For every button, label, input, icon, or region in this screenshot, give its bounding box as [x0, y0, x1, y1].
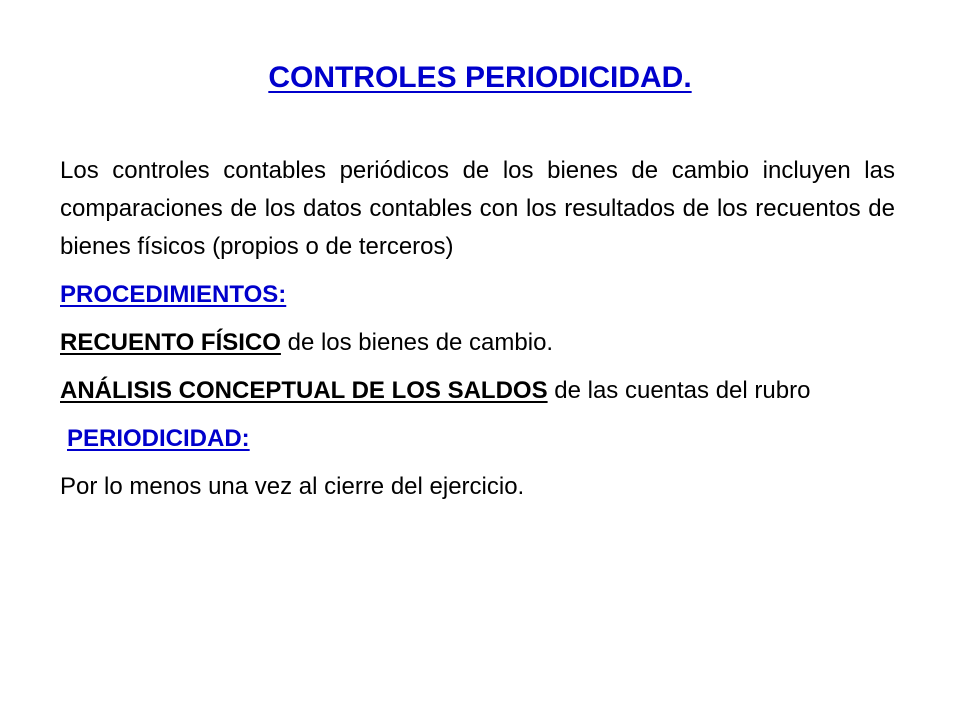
- periodicidad-heading-line: [60, 420, 895, 458]
- procedure-item-lead: RECUENTO FÍSICO: [60, 329, 281, 356]
- procedure-item-lead: ANÁLISIS CONCEPTUAL DE LOS SALDOS: [60, 377, 548, 404]
- procedimientos-heading-line: [60, 276, 895, 314]
- periodicidad-text: Por lo menos una vez al cierre del ejercicio.: [60, 473, 525, 500]
- slide-body: [60, 152, 895, 506]
- slide-title-text: CONTROLES PERIODICIDAD.: [268, 61, 692, 94]
- intro-paragraph: Los controles contables periódicos de los bienes de cambio incluyen las comparaciones de los datos contables con los resultados de los recuentos de bienes físicos (propios o de terceros): [60, 157, 895, 260]
- procedure-item-text: de las cuentas del rubro: [547, 377, 811, 404]
- procedure-item-analisis: [60, 372, 895, 410]
- periodicidad-heading: PERIODICIDAD:: [67, 425, 250, 452]
- procedimientos-heading: PROCEDIMIENTOS:: [60, 281, 287, 308]
- procedure-item-recuento: [60, 324, 895, 362]
- procedure-item-text: de los bienes de cambio.: [280, 329, 554, 356]
- slide-title: [0, 58, 960, 98]
